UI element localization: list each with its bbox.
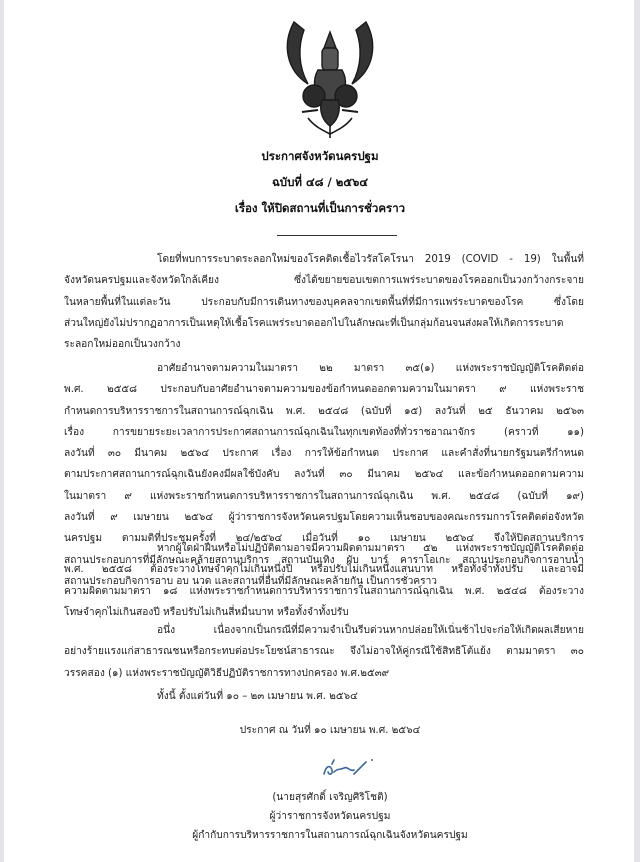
paragraph-penalty bbox=[64, 538, 584, 623]
paragraph-preamble bbox=[64, 249, 584, 355]
text-line: หากผู้ใดฝ่าฝืนหรือไม่ปฏิบัติตามอาจมีความผิดตามมาตรา ๕๒ แห่งพระราชบัญญัติโรคติดต่อ bbox=[157, 543, 584, 554]
paragraph-effective-period bbox=[64, 686, 584, 707]
announcement-number: ฉบับที่ ๔๘ / ๒๕๖๔ bbox=[271, 175, 369, 189]
text-line: กำหนดการบริหารราชการในสถานการณ์ฉุกเฉิน พ.ศ. ๒๕๔๘ (ฉบับที่ ๑๕) ลงวันที่ ๒๕ ธันวาคม ๒๕๖๓ bbox=[64, 405, 584, 417]
signer-name: (นายสุรศักดิ์ เจริญศิริโชติ) bbox=[272, 792, 388, 803]
text-line: โทษจำคุกไม่เกินสองปี หรือปรับไม่เกินสี่หมื่นบาท หรือทั้งจำทั้งปรับ bbox=[64, 606, 349, 618]
text-line: ในหลายพื้นที่ในแต่ละวัน ประกอบกับมีการเดินทางของบุคคลจากเขตพื้นที่ที่มีการแพร่ระบาดของโรค ซึ่งโดย bbox=[64, 296, 584, 308]
signer-title-governor: ผู้ว่าราชการจังหวัดนครปฐม bbox=[269, 811, 391, 822]
title-divider bbox=[277, 235, 397, 236]
text-line: อนึ่ง เนื่องจากเป็นกรณีที่มีความจำเป็นรีบด่วนหากปล่อยให้เนิ่นช้าไปจะก่อให้เกิดผลเสียหาย bbox=[157, 625, 584, 636]
text-line: ทั้งนี้ ตั้งแต่วันที่ ๑๐ – ๒๓ เมษายน พ.ศ. ๒๕๖๔ bbox=[157, 691, 358, 702]
text-line: จังหวัดนครปฐมและจังหวัดใกล้เคียง ซึ่งได้ขยายขอบเขตการแพร่ระบาดของโรคออกเป็นวงกว้างกระจาย bbox=[64, 275, 584, 287]
text-line: อย่างร้ายแรงแก่สาธารณชนหรือกระทบต่อประโยชน์สาธารณะ จึงไม่อาจให้คู่กรณีใช้สิทธิโต้แย้ง ตามมาตรา ๓๐ bbox=[64, 646, 584, 658]
text-line: พ.ศ. ๒๕๕๘ ประกอบกับอาศัยอำนาจตามความของข้อกำหนดออกตามความในมาตรา ๙ แห่งพระราช bbox=[64, 384, 584, 396]
signature-icon bbox=[320, 754, 378, 782]
text-line: ระลอกใหม่ออกเป็นวงกว้าง bbox=[64, 339, 181, 351]
text-line: สถานประกอบการที่มีลักษณะคล้ายสถานบริการ สถานบันเทิง ผับ บาร์ คาราโอเกะ สถานประกอบกิจการอาบน้ำ bbox=[64, 554, 584, 566]
text-line: โดยที่พบการระบาดระลอกใหม่ของโรคติดเชื้อไวรัสโคโรนา 2019 (COVID - 19) ในพื้นที่ bbox=[157, 254, 584, 265]
text-line: ตามประกาศสถานการณ์ฉุกเฉินยังคงมีผลใช้บังคับ ลงวันที่ ๓๐ มีนาคม ๒๕๖๔ และข้อกำหนดออกตามความ bbox=[64, 469, 584, 481]
text-line: สถานประกอบกิจการอาบ อบ นวด และสถานที่อื่นที่มีลักษณะคล้ายกัน เป็นการชั่วคราว bbox=[64, 575, 438, 587]
text-line: พ.ศ. ๒๕๕๘ ต้องระวางโทษจำคุกไม่เกินหนึ่งปี หรือปรับไม่เกินหนึ่งแสนบาท หรือทั้งจำทั้งปรับ และอาจมี bbox=[64, 564, 584, 576]
text-line: นครปฐม ตามมติที่ประชุมครั้งที่ ๒๔/๒๕๖๔ เมื่อวันที่ ๑๐ เมษายน ๒๕๖๔ จึงให้ปิดสถานบริการ bbox=[64, 533, 584, 545]
garuda-emblem-icon bbox=[278, 14, 382, 140]
announcement-subject: เรื่อง ให้ปิดสถานที่เป็นการชั่วคราว bbox=[234, 201, 406, 215]
signer-title-emergency: ผู้กำกับการบริหารราชการในสถานการณ์ฉุกเฉินจังหวัดนครปฐม bbox=[192, 830, 468, 841]
text-line: เรื่อง การขยายระยะเวลาการประกาศสถานการณ์ฉุกเฉินในทุกเขตท้องที่ทั่วราชอาณาจักร (คราวที่ ๑๑) bbox=[64, 426, 584, 438]
paragraph-urgency bbox=[64, 620, 584, 684]
text-line: ความผิดตามมาตรา ๑๘ แห่งพระราชกำหนดการบริหารราชการในสถานการณ์ฉุกเฉิน พ.ศ. ๒๕๔๘ ต้องระวาง bbox=[64, 585, 584, 597]
announcement-title: ประกาศจังหวัดนครปฐม bbox=[261, 149, 379, 163]
text-line: อาศัยอำนาจตามความในมาตรา ๒๒ มาตรา ๓๕(๑) แห่งพระราชบัญญัติโรคติดต่อ bbox=[157, 363, 584, 374]
text-line: ส่วนใหญ่ยังไม่ปรากฏอาการเป็นเหตุให้เชื้อโรคแพร่ระบาดออกไปในลักษณะที่เป็นกลุ่มก้อนจนส่งผลให้เกิดการระบาด bbox=[64, 317, 564, 329]
text-line: ลงวันที่ ๓๐ มีนาคม ๒๕๖๔ ประกาศ เรื่อง การให้ข้อกำหนด ประกาศ และคำสั่งที่นายกรัฐมนตรีกำหนด bbox=[64, 448, 584, 460]
text-line: ในมาตรา ๙ แห่งพระราชกำหนดการบริหารราชการในสถานการณ์ฉุกเฉิน พ.ศ. ๒๕๔๘ (ฉบับที่ ๑๙) bbox=[64, 490, 584, 502]
text-line: ลงวันที่ ๙ เมษายน ๒๕๖๔ ผู้ว่าราชการจังหวัดนครปฐมโดยความเห็นชอบของคณะกรรมการโรคติดต่อจังหวัด bbox=[64, 512, 584, 524]
announced-date: ประกาศ ณ วันที่ ๑๐ เมษายน พ.ศ. ๒๕๖๔ bbox=[239, 725, 421, 736]
text-line: วรรคสอง (๑) แห่งพระราชบัญญัติวิธีปฏิบัติราชการทางปกครอง พ.ศ.๒๕๓๙ bbox=[64, 667, 390, 679]
